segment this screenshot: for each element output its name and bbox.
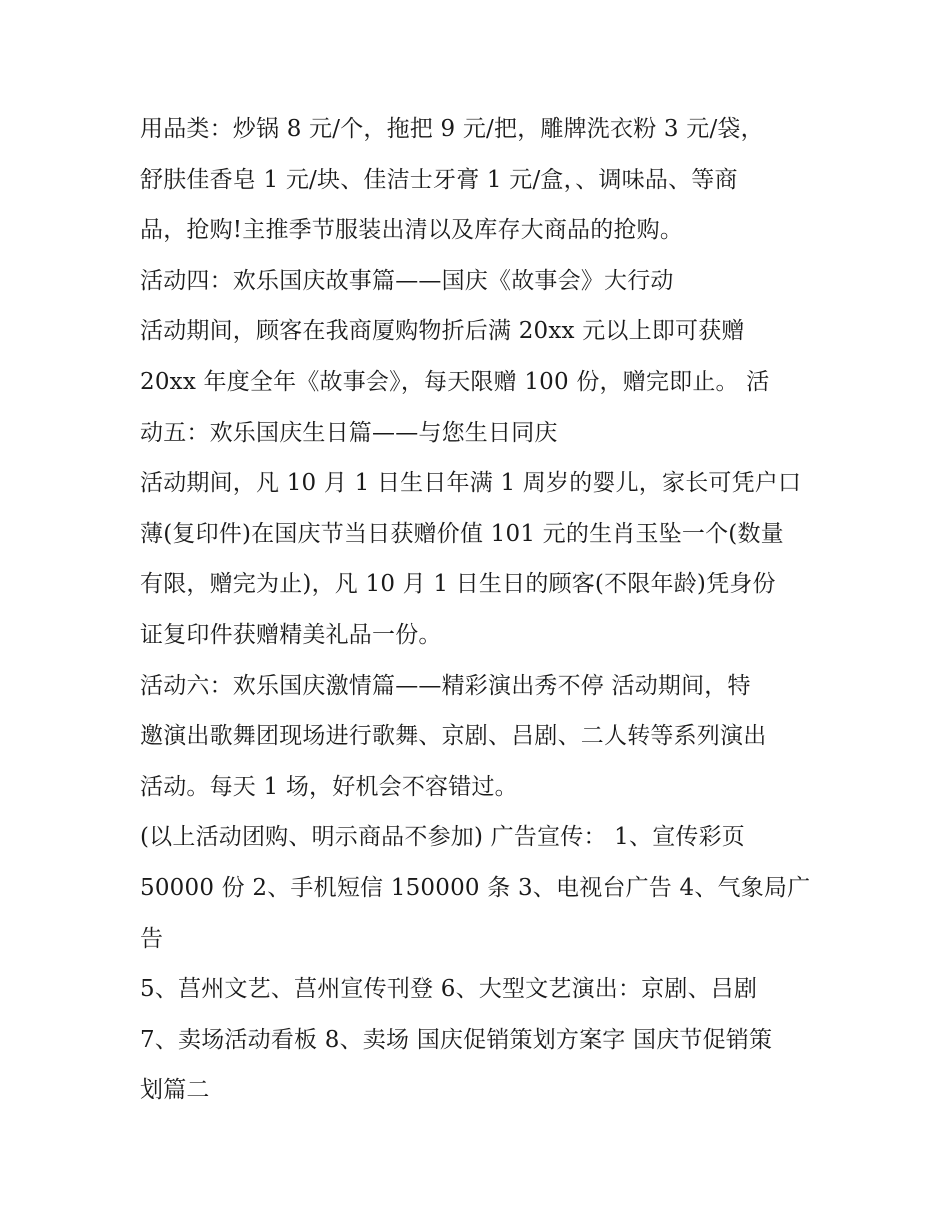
text-line: 50000 份 2、手机短信 150000 条 3、电视台广告 4、气象局广 [140,874,811,901]
text-line: 活动期间，顾客在我商厦购物折后满 20xx 元以上即可获赠 [140,318,745,345]
text-line: 7、卖场活动看板 8、卖场 国庆促销策划方案字 国庆节促销策 [140,1026,773,1053]
text-line: 活动四：欢乐国庆故事篇——国庆《故事会》大行动 [140,267,674,294]
text-line: 告 [140,925,164,952]
text-line: 20xx 年度全年《故事会》，每天限赠 100 份，赠完即止。 活 [140,368,770,395]
text-line: 活动期间，凡 10 月 1 日生日年满 1 周岁的婴儿，家长可凭户口 [140,470,802,497]
text-line: 邀演出歌舞团现场进行歌舞、京剧、吕剧、二人转等系列演出 [140,723,767,750]
text-line: 活动。每天 1 场，好机会不容错过。 [140,773,518,800]
text-line: 用品类：炒锅 8 元/个，拖把 9 元/把，雕牌洗衣粉 3 元/袋， [140,116,764,142]
text-line: 品，抢购!主推季节服装出清以及库存大商品的抢购。 [140,217,684,244]
text-line: 划篇二 [140,1077,210,1104]
document-body [140,104,820,1116]
text-line: 5、莒州文艺、莒州宣传刊登 6、大型文艺演出：京剧、吕剧 [140,976,758,1003]
text-line: 薄(复印件)在国庆节当日获赠价值 101 元的生肖玉坠一个(数量 [140,520,784,547]
text-line: 动五：欢乐国庆生日篇——与您生日同庆 [140,419,558,446]
text-line: 有限，赠完为止)，凡 10 月 1 日生日的顾客(不限年龄)凭身份 [140,571,776,598]
text-line: 证复印件获赠精美礼品一份。 [140,621,442,648]
text-line: 舒肤佳香皂 1 元/块、佳洁士牙膏 1 元/盒，、调味品、等商 [140,166,738,193]
text-line: 活动六：欢乐国庆激情篇——精彩演出秀不停 活动期间，特 [140,672,751,699]
text-line: (以上活动团购、明示商品不参加) 广告宣传： 1、宣传彩页 [140,824,746,851]
